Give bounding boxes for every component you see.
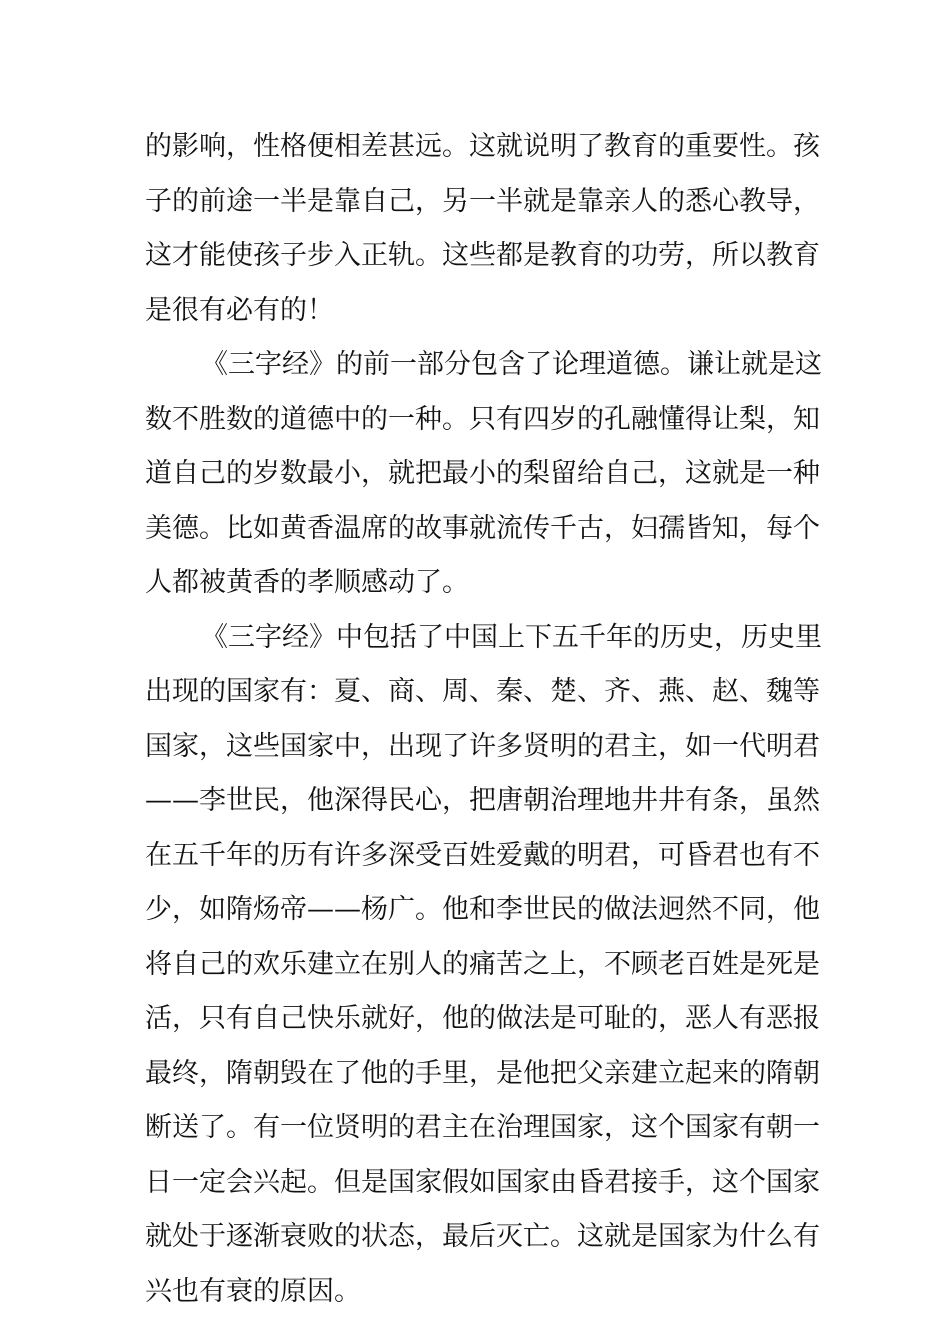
text-line: 国家，这些国家中，出现了许多贤明的君主，如一代明君	[145, 730, 820, 762]
text-line: 活，只有自己快乐就好，他的做法是可耻的，恶人有恶报	[145, 1003, 820, 1034]
text-line: 日一定会兴起。但是国家假如国家由昏君接手，这个国家	[145, 1166, 820, 1198]
text-line: 人都被黄香的孝顺感动了。	[145, 567, 469, 598]
text-line: 道自己的岁数最小，就把最小的梨留给自己，这就是一种	[145, 458, 820, 489]
text-line: 美德。比如黄香温席的故事就流传千古，妇孺皆知，每个	[145, 512, 820, 544]
text-line: 就处于逐渐衰败的状态，最后灭亡。这就是国家为什么有	[145, 1221, 820, 1252]
document-body	[145, 120, 822, 1319]
paragraph-first-line: 《三字经》的前一部分包含了论理道德。谦让就是这	[201, 349, 822, 380]
text-line: 少，如隋炀帝——杨广。他和李世民的做法迥然不同，他	[145, 894, 820, 925]
text-line: 出现的国家有：夏、商、周、秦、楚、齐、燕、赵、魏等	[145, 676, 820, 707]
paragraph-first-line: 《三字经》中包括了中国上下五千年的历史，历史里	[201, 621, 822, 653]
text-line: 的影响，性格便相差甚远。这就说明了教育的重要性。孩	[145, 131, 820, 162]
text-line: ——李世民，他深得民心，把唐朝治理地井井有条，虽然	[145, 785, 820, 816]
text-line: 将自己的欢乐建立在别人的痛苦之上，不顾老百姓是死是	[145, 948, 820, 980]
text-line: 断送了。有一位贤明的君主在治理国家，这个国家有朝一	[145, 1112, 820, 1143]
text-line: 子的前途一半是靠自己，另一半就是靠亲人的悉心教导，	[145, 185, 820, 217]
text-line: 兴也有衰的原因。	[145, 1275, 361, 1307]
text-line: 这才能使孩子步入正轨。这些都是教育的功劳，所以教育	[145, 240, 820, 271]
text-line: 在五千年的历有许多深受百姓爱戴的明君，可昏君也有不	[145, 839, 820, 871]
text-line: 最终，隋朝毁在了他的手里，是他把父亲建立起来的隋朝	[145, 1057, 820, 1089]
text-line: 数不胜数的道德中的一种。只有四岁的孔融懂得让梨，知	[145, 403, 820, 435]
text-line: 是很有必有的！	[145, 294, 334, 326]
